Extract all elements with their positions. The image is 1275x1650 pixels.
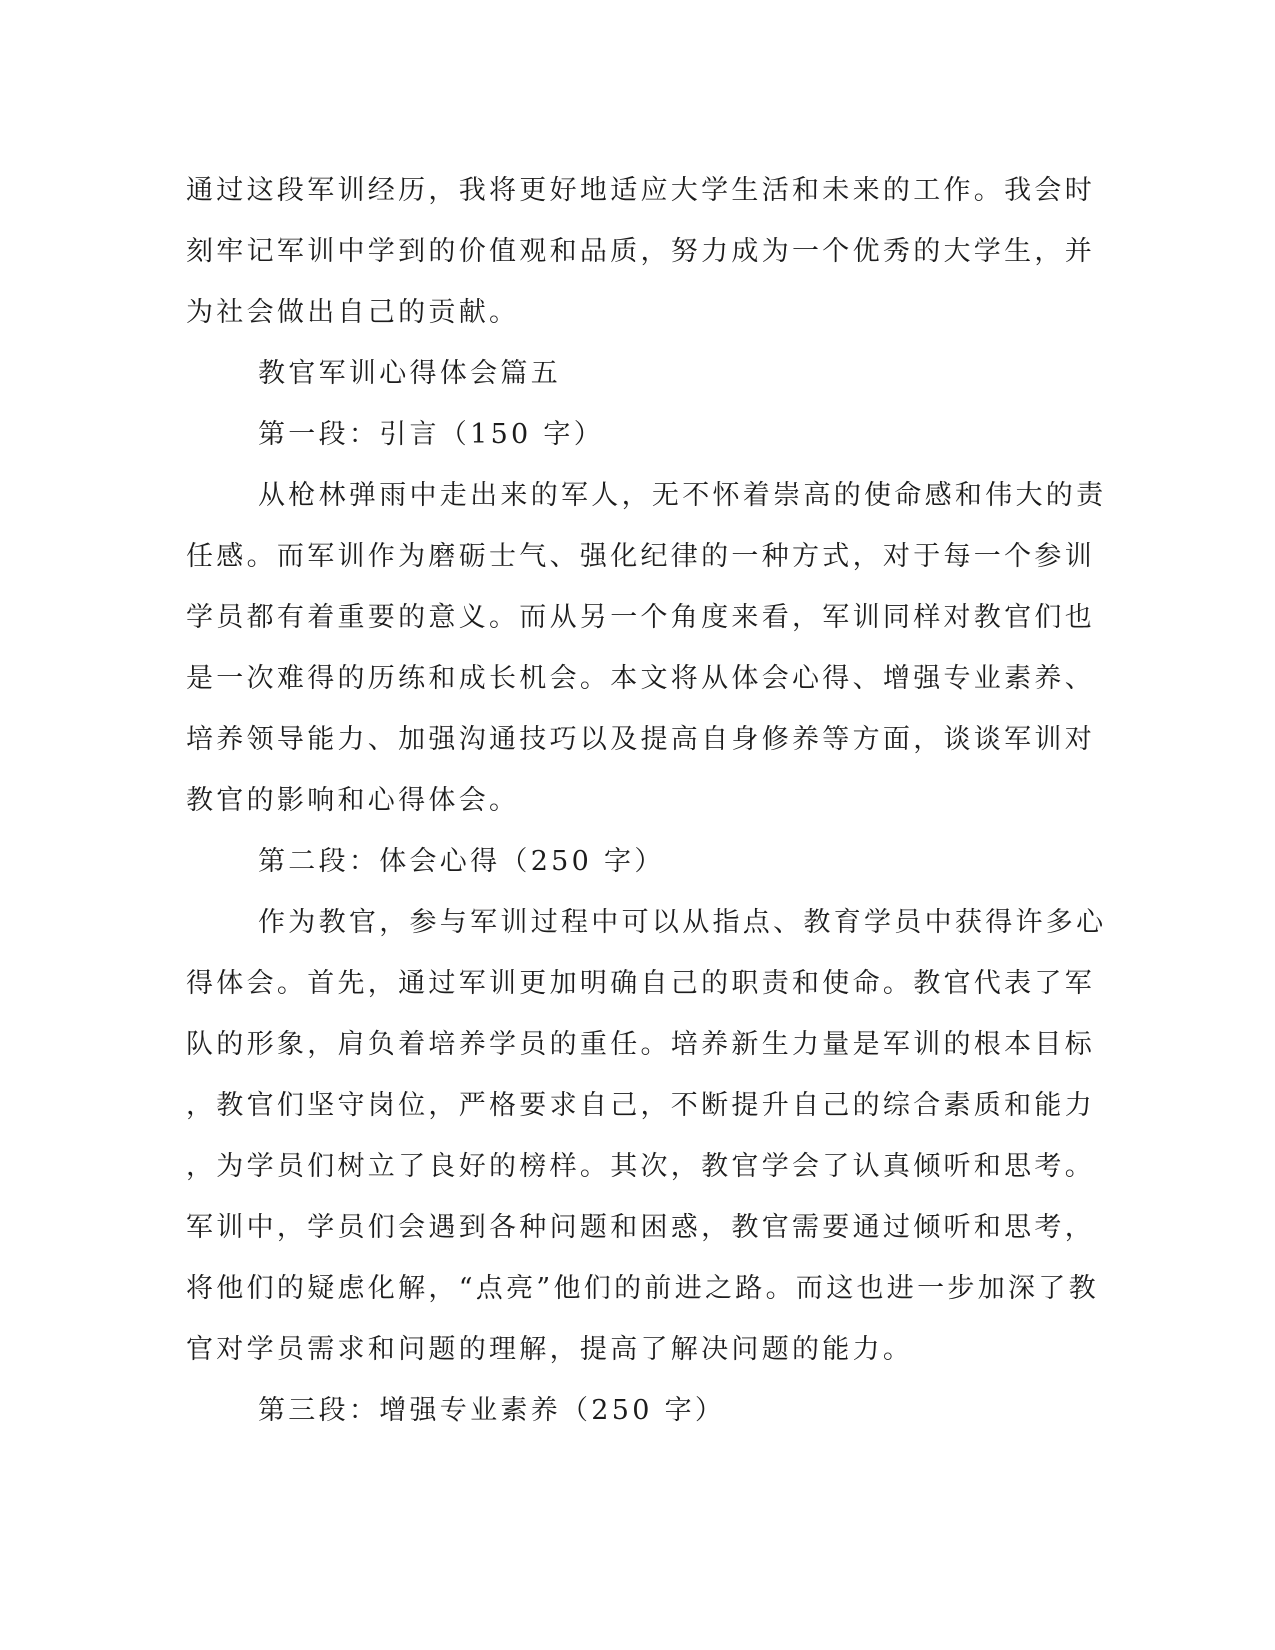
- paragraph-line: 学员都有着重要的意义。而从另一个角度来看，军训同样对教官们也: [186, 602, 1095, 633]
- paragraph-start-line: 第三段：增强专业素养（250 字）: [258, 1395, 726, 1426]
- paragraph-line: 官对学员需求和问题的理解，提高了解决问题的能力。: [186, 1334, 914, 1365]
- paragraph-start-line: 从枪林弹雨中走出来的军人，无不怀着崇高的使命感和伟大的责: [258, 480, 1107, 511]
- paragraph-line: 培养领导能力、加强沟通技巧以及提高自身修养等方面，谈谈军训对: [186, 724, 1095, 755]
- paragraph-line: ，教官们坚守岗位，严格要求自己，不断提升自己的综合素质和能力: [186, 1090, 1095, 1121]
- paragraph-line: 是一次难得的历练和成长机会。本文将从体会心得、增强专业素养、: [186, 663, 1095, 694]
- paragraph-line: 队的形象，肩负着培养学员的重任。培养新生力量是军训的根本目标: [186, 1029, 1095, 1060]
- paragraph-start-line: 第一段：引言（150 字）: [258, 419, 605, 450]
- paragraph-start-line: 作为教官，参与军训过程中可以从指点、教育学员中获得许多心: [258, 907, 1107, 938]
- paragraph-line: 教官的影响和心得体会。: [186, 785, 520, 816]
- paragraph-start-line: 第二段：体会心得（250 字）: [258, 846, 665, 877]
- paragraph-line: ，为学员们树立了良好的榜样。其次，教官学会了认真倾听和思考。: [186, 1151, 1095, 1182]
- paragraph-line: 将他们的疑虑化解，“点亮”他们的前进之路。而这也进一步加深了教: [186, 1273, 1099, 1304]
- paragraph-line: 得体会。首先，通过军训更加明确自己的职责和使命。教官代表了军: [186, 968, 1095, 999]
- document-body: [186, 160, 1107, 1441]
- paragraph-line: 通过这段军训经历，我将更好地适应大学生活和未来的工作。我会时: [186, 175, 1095, 206]
- paragraph-line: 军训中，学员们会遇到各种问题和困惑，教官需要通过倾听和思考，: [186, 1212, 1095, 1243]
- paragraph-start-line: 教官军训心得体会篇五: [258, 358, 561, 389]
- paragraph-line: 刻牢记军训中学到的价值观和品质，努力成为一个优秀的大学生，并: [186, 236, 1095, 267]
- paragraph-line: 为社会做出自己的贡献。: [186, 297, 520, 328]
- paragraph-line: 任感。而军训作为磨砺士气、强化纪律的一种方式，对于每一个参训: [186, 541, 1095, 572]
